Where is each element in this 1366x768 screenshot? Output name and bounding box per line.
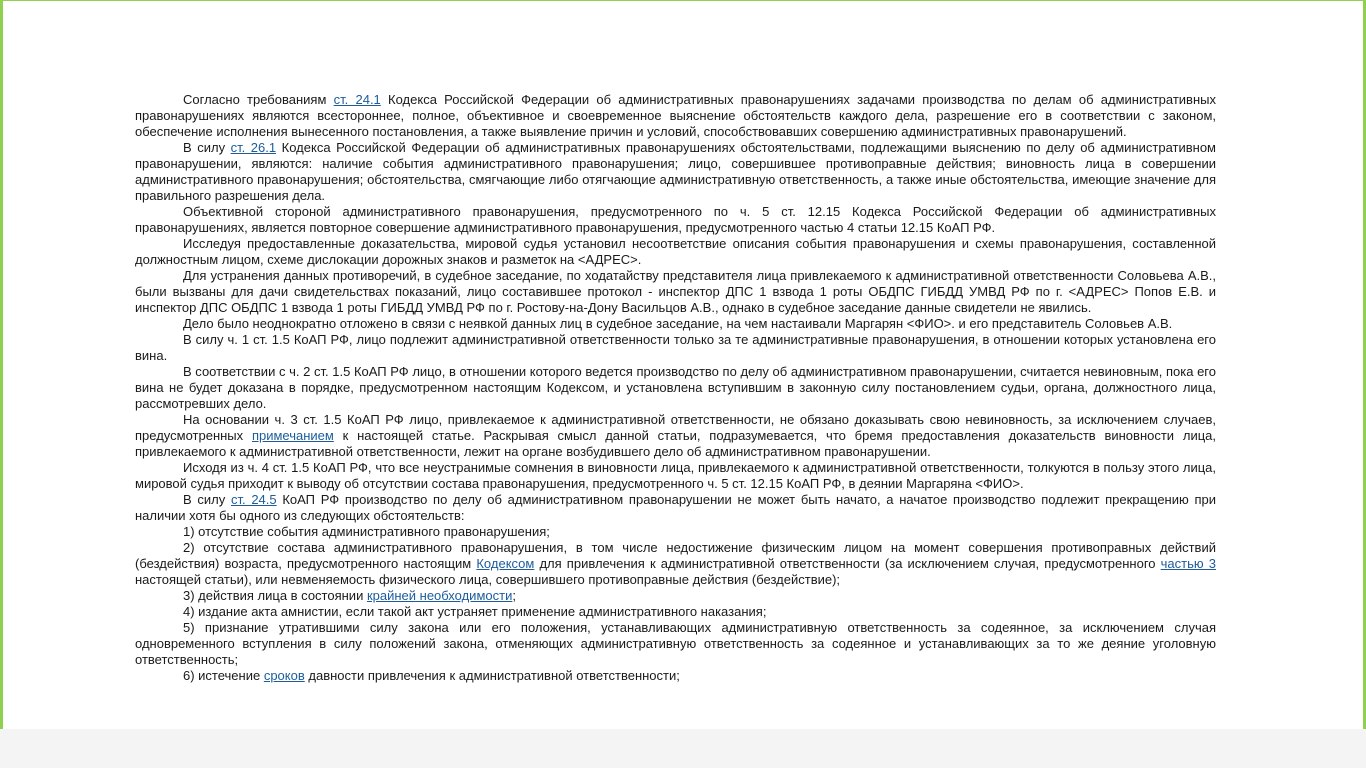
paragraph	[135, 668, 1216, 684]
paragraph-text: к настоящей статье. Раскрывая смысл данной статьи, подразумевается, что бремя предоставления доказательств виновности лица, привлекаемого к административной ответственности, лежит на органе возбудившего дело об административном правонарушении.	[135, 428, 1216, 459]
paragraph	[135, 620, 1216, 668]
left-border	[1, 1, 3, 729]
paragraph-text: ;	[512, 588, 516, 603]
paragraph-text: В силу	[183, 140, 231, 155]
law-reference-link[interactable]: ст. 24.1	[333, 92, 381, 107]
paragraph-text: Кодекса Российской Федерации об административных правонарушениях задачами производства по делам об административных правонарушениях являются всестороннее, полное, объективное и своевременное выяснение обстоятельств каждого дела, разрешение его в соответствии с законом, обеспечение исполнения вынесенного постановления, а также выявление причин и условий, способствовавших совершению административных правонарушений.	[135, 92, 1216, 139]
law-reference-link[interactable]: ст. 24.5	[230, 492, 277, 507]
law-reference-link[interactable]: Кодексом	[476, 556, 535, 571]
paragraph-text: Объективной стороной административного правонарушения, предусмотренного по ч. 5 ст. 12.15 Кодекса Российской Федерации об административных правонарушениях, является повторное совершение административного правонарушения, предусмотренного частью 4 статьи 12.15 КоАП РФ.	[135, 204, 1216, 235]
paragraph-text: давности привлечения к административной ответственности;	[304, 668, 680, 683]
paragraph-text: Дело было неоднократно отложено в связи с неявкой данных лиц в судебное заседание, на чем настаивали Маргарян <ФИО>. и его представитель Соловьев А.В.	[183, 316, 1173, 331]
paragraph-text: 5) признание утратившими силу закона или его положения, устанавливающих административную ответственность за содеянное, за исключением случая одновременного вступления в силу положений закона, отменяющих административную ответственность за содеянное и устанавливающих за то же деяние уголовную ответственность;	[135, 620, 1216, 667]
paragraph-text: 3) действия лица в состоянии	[183, 588, 367, 603]
law-reference-link[interactable]: ст. 26.1	[230, 140, 277, 155]
document-body	[135, 92, 1216, 684]
paragraph	[135, 604, 1216, 620]
paragraph	[135, 140, 1216, 204]
law-reference-link[interactable]: крайней необходимости	[366, 588, 513, 603]
paragraph	[135, 332, 1216, 364]
paragraph-text: В соответствии с ч. 2 ст. 1.5 КоАП РФ лицо, в отношении которого ведется производство по делу об административном правонарушении, считается невиновным, пока его вина не будет доказана в порядке, предусмотренном настоящим Кодексом, и установлена вступившим в законную силу постановлением судьи, органа, должностного лица, рассмотревших дело.	[135, 364, 1216, 411]
paragraph-text: 4) издание акта амнистии, если такой акт устраняет применение административного наказания;	[183, 604, 767, 619]
law-reference-link[interactable]: примечанием	[251, 428, 334, 443]
paragraph-text: В силу ч. 1 ст. 1.5 КоАП РФ, лицо подлежит административной ответственности только за те административные правонарушения, в отношении которых установлена его вина.	[135, 332, 1216, 363]
paragraph-text: Исследуя предоставленные доказательства, мировой судья установил несоответствие описания события правонарушения и схемы правонарушения, составленной должностным лицом, схеме дислокации дорожных знаков и разметок на <АДРЕС>.	[135, 236, 1216, 267]
paragraph	[135, 588, 1216, 604]
paragraph-text: На основании ч. 3 ст. 1.5 КоАП РФ лицо, привлекаемое к административной ответственности, не обязано доказывать свою невиновность, за исключением случаев, предусмотренных	[135, 412, 1216, 443]
paragraph-text: 2) отсутствие состава административного правонарушения, в том числе недостижение физическим лицом на момент совершения противоправных действий (бездействия) возраста, предусмотренного настоящим	[135, 540, 1216, 571]
paragraph-text: 6) истечение	[183, 668, 264, 683]
paragraph-text: для привлечения к административной ответственности (за исключением случая, предусмотренного	[534, 556, 1161, 571]
paragraph-text: Для устранения данных противоречий, в судебное заседание, по ходатайству представителя лица привлекаемого к административной ответственности Соловьева А.В., были вызваны для дачи свидетельствах показаний, лицо составившее протокол - инспектор ДПС 1 взвода 1 роты ОБДПС ГИБДД УМВД РФ по г. <АДРЕС> Попов Е.В. и инспектор ДПС ОБДПС 1 взвода 1 роты ГИБДД УМВД РФ по г. Ростову-на-Дону Васильцов А.В., однако в судебное заседание данные свидетели не явились.	[135, 268, 1216, 315]
law-reference-link[interactable]: частью 3	[1160, 556, 1216, 571]
law-reference-link[interactable]: сроков	[263, 668, 305, 683]
paragraph	[135, 412, 1216, 460]
paragraph	[135, 364, 1216, 412]
paragraph-text: Кодекса Российской Федерации об административных правонарушениях обстоятельствами, подлежащими выяснению по делу об административном правонарушении, являются: наличие события административного правонарушения; лицо, совершившее противоправные действия; виновность лица в совершении административного правонарушения; обстоятельства, смягчающие либо отягчающие административную ответственность, а также иные обстоятельства, имеющие значение для правильного разрешения дела.	[135, 140, 1216, 203]
paragraph-text: Исходя из ч. 4 ст. 1.5 КоАП РФ, что все неустранимые сомнения в виновности лица, привлекаемого к административной ответственности, толкуются в пользу этого лица, мировой судья приходит к выводу об отсутствии состава правонарушения, предусмотренного ч. 5 ст. 12.15 КоАП РФ, в деянии Маргаряна <ФИО>.	[135, 460, 1216, 491]
paragraph	[135, 540, 1216, 588]
paragraph	[135, 204, 1216, 236]
paragraph-text: КоАП РФ производство по делу об административном правонарушении не может быть начато, а начатое производство подлежит прекращению при наличии хотя бы одного из следующих обстоятельств:	[135, 492, 1216, 523]
paragraph-text: В силу	[183, 492, 231, 507]
paragraph	[135, 524, 1216, 540]
paragraph	[135, 460, 1216, 492]
paragraph	[135, 316, 1216, 332]
paragraph-text: 1) отсутствие события административного правонарушения;	[183, 524, 550, 539]
right-border	[1363, 1, 1365, 729]
paragraph-text: настоящей статьи), или невменяемость физического лица, совершившего противоправные действия (бездействие);	[135, 572, 841, 587]
paragraph	[135, 92, 1216, 140]
bottom-strip	[0, 729, 1366, 768]
paragraph	[135, 492, 1216, 524]
paragraph	[135, 236, 1216, 268]
paragraph-text: Согласно требованиям	[183, 92, 334, 107]
paragraph	[135, 268, 1216, 316]
